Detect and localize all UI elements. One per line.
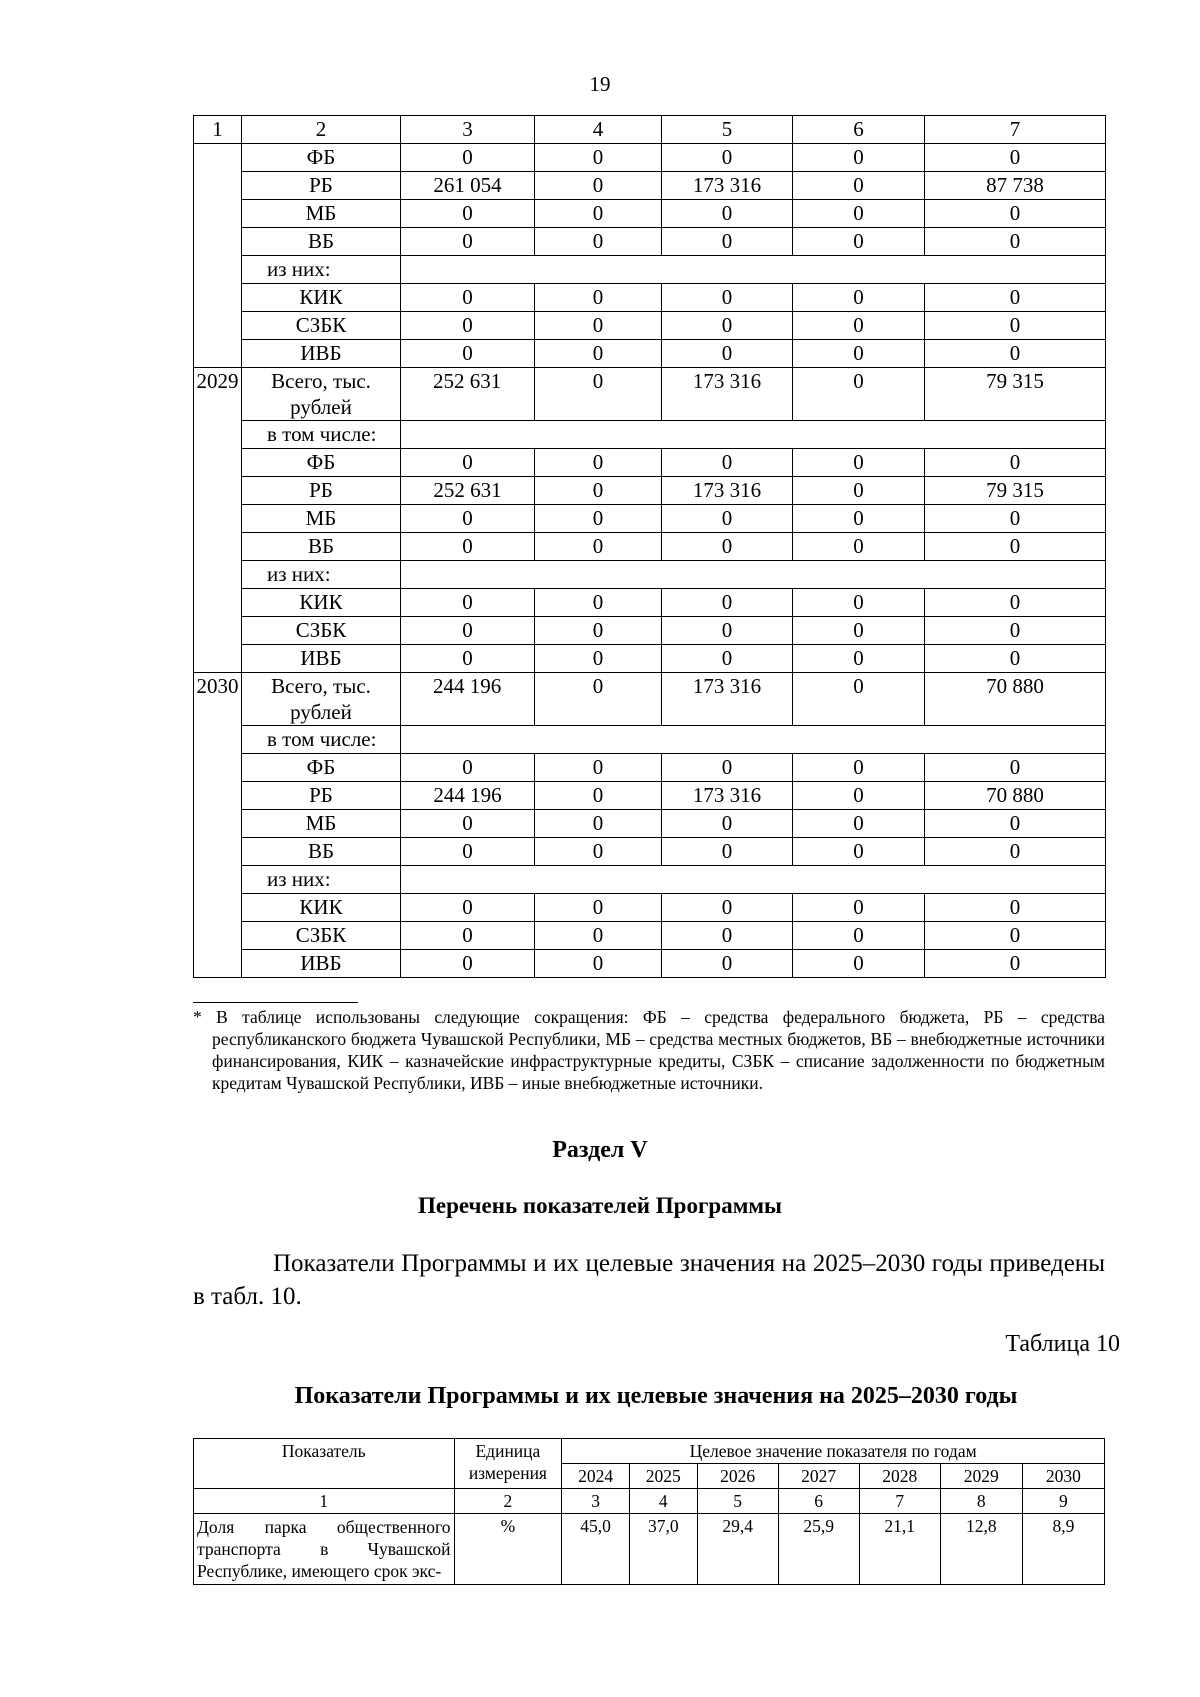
- row-label: из них:: [242, 256, 401, 284]
- year-cell: [194, 340, 242, 368]
- column-number: 2: [454, 1489, 562, 1514]
- cell-value: 0: [535, 312, 662, 340]
- year-cell: [194, 228, 242, 256]
- cell-value: 0: [401, 645, 535, 673]
- row-label: ФБ: [242, 144, 401, 172]
- target-value: 29,4: [697, 1514, 778, 1585]
- cell-value: 0: [925, 449, 1106, 477]
- cell-value: 0: [535, 782, 662, 810]
- row-label: ФБ: [242, 754, 401, 782]
- column-number-1: 1: [194, 116, 242, 144]
- cell-value: 0: [401, 922, 535, 950]
- financing-table: [193, 115, 1106, 978]
- cell-value: 0: [535, 505, 662, 533]
- cell-value: 0: [401, 838, 535, 866]
- cell-value: 0: [793, 477, 925, 505]
- year-cell: [194, 284, 242, 312]
- empty-span: [401, 866, 1106, 894]
- cell-value: 0: [401, 754, 535, 782]
- target-value: 25,9: [778, 1514, 859, 1585]
- cell-value: 0: [401, 505, 535, 533]
- row-label: в том числе:: [242, 726, 401, 754]
- cell-value: 0: [925, 645, 1106, 673]
- section-paragraph: Показатели Программы и их целевые значения на 2025–2030 годы приведены в табл. 10.: [193, 1250, 1105, 1310]
- cell-value: 0: [925, 144, 1106, 172]
- cell-value: 0: [535, 589, 662, 617]
- cell-value: 79 315: [925, 368, 1106, 421]
- year-cell: [194, 449, 242, 477]
- column-number: 7: [859, 1489, 940, 1514]
- empty-span: [401, 256, 1106, 284]
- cell-value: 0: [662, 754, 793, 782]
- row-label: МБ: [242, 200, 401, 228]
- row-label: в том числе:: [242, 421, 401, 449]
- column-number: 6: [778, 1489, 859, 1514]
- cell-value: 0: [662, 144, 793, 172]
- head-indicator: Показатель: [194, 1439, 455, 1489]
- row-label: из них:: [242, 561, 401, 589]
- cell-value: 79 315: [925, 477, 1106, 505]
- footnote: [193, 1006, 1105, 1094]
- year-header: 2028: [859, 1464, 940, 1489]
- column-number-4: 4: [535, 116, 662, 144]
- cell-value: 70 880: [925, 673, 1106, 726]
- column-number: 4: [629, 1489, 697, 1514]
- year-cell: [194, 894, 242, 922]
- cell-value: 0: [793, 950, 925, 978]
- row-label: ВБ: [242, 228, 401, 256]
- year-cell: [194, 256, 242, 284]
- head-unit: Единица измерения: [454, 1439, 562, 1489]
- cell-value: 0: [662, 810, 793, 838]
- cell-value: 70 880: [925, 782, 1106, 810]
- cell-value: 173 316: [662, 368, 793, 421]
- cell-value: 0: [662, 894, 793, 922]
- row-label: ИВБ: [242, 950, 401, 978]
- cell-value: 0: [662, 922, 793, 950]
- year-cell: [194, 950, 242, 978]
- cell-value: 0: [662, 589, 793, 617]
- row-label: Всего, тыс. рублей: [242, 673, 401, 726]
- column-number: 8: [940, 1489, 1022, 1514]
- cell-value: 0: [662, 505, 793, 533]
- cell-value: 0: [793, 144, 925, 172]
- cell-value: 0: [925, 284, 1106, 312]
- year-cell: [194, 645, 242, 673]
- cell-value: 0: [535, 838, 662, 866]
- empty-span: [401, 726, 1106, 754]
- indicators-table: [193, 1438, 1105, 1585]
- column-number: 9: [1022, 1489, 1104, 1514]
- cell-value: 0: [401, 144, 535, 172]
- year-header: 2027: [778, 1464, 859, 1489]
- year-cell: [194, 810, 242, 838]
- target-value: 8,9: [1022, 1514, 1104, 1585]
- cell-value: 0: [535, 617, 662, 645]
- cell-value: 0: [662, 200, 793, 228]
- cell-value: 0: [401, 228, 535, 256]
- cell-value: 0: [662, 284, 793, 312]
- cell-value: 0: [662, 340, 793, 368]
- cell-value: 0: [401, 312, 535, 340]
- cell-value: 0: [662, 228, 793, 256]
- row-label: СЗБК: [242, 617, 401, 645]
- cell-value: 0: [925, 589, 1106, 617]
- row-label: ВБ: [242, 838, 401, 866]
- cell-value: 0: [401, 449, 535, 477]
- year-cell: [194, 533, 242, 561]
- cell-value: 0: [925, 312, 1106, 340]
- year-header: 2024: [562, 1464, 630, 1489]
- cell-value: 0: [925, 533, 1106, 561]
- year-cell: [194, 421, 242, 449]
- cell-value: 173 316: [662, 172, 793, 200]
- row-label: из них:: [242, 866, 401, 894]
- row-label: КИК: [242, 589, 401, 617]
- row-label: СЗБК: [242, 922, 401, 950]
- cell-value: 0: [535, 172, 662, 200]
- year-cell: [194, 754, 242, 782]
- cell-value: 0: [793, 505, 925, 533]
- cell-value: 0: [401, 617, 535, 645]
- year-cell: [194, 172, 242, 200]
- cell-value: 0: [793, 284, 925, 312]
- footnote-rule: [193, 1002, 358, 1003]
- cell-value: 0: [793, 172, 925, 200]
- column-number-3: 3: [401, 116, 535, 144]
- row-label: ВБ: [242, 533, 401, 561]
- row-label: КИК: [242, 894, 401, 922]
- section-title: Раздел V: [552, 1137, 648, 1163]
- cell-value: 0: [793, 645, 925, 673]
- cell-value: 0: [535, 340, 662, 368]
- cell-value: 0: [535, 754, 662, 782]
- cell-value: 0: [662, 950, 793, 978]
- cell-value: 173 316: [662, 477, 793, 505]
- cell-value: 0: [793, 673, 925, 726]
- empty-span: [401, 561, 1106, 589]
- cell-value: 0: [535, 810, 662, 838]
- year-cell: [194, 561, 242, 589]
- cell-value: 0: [535, 477, 662, 505]
- cell-value: 244 196: [401, 673, 535, 726]
- year-header: 2026: [697, 1464, 778, 1489]
- cell-value: 0: [925, 340, 1106, 368]
- cell-value: 0: [793, 200, 925, 228]
- cell-value: 0: [925, 200, 1106, 228]
- cell-value: 0: [925, 922, 1106, 950]
- cell-value: 0: [925, 617, 1106, 645]
- target-value: 12,8: [940, 1514, 1022, 1585]
- year-cell: 2030: [194, 673, 242, 726]
- cell-value: 0: [401, 589, 535, 617]
- cell-value: 0: [401, 284, 535, 312]
- cell-value: 0: [793, 894, 925, 922]
- cell-value: 0: [535, 645, 662, 673]
- cell-value: 0: [401, 810, 535, 838]
- cell-value: 0: [793, 810, 925, 838]
- row-label: ИВБ: [242, 340, 401, 368]
- head-target: Целевое значение показателя по годам: [562, 1439, 1105, 1464]
- section-subtitle: Перечень показателей Программы: [417, 1193, 782, 1218]
- row-label: РБ: [242, 782, 401, 810]
- cell-value: 0: [401, 533, 535, 561]
- cell-value: 0: [535, 950, 662, 978]
- cell-value: 0: [662, 838, 793, 866]
- table-number-label: Таблица 10: [1005, 1331, 1120, 1357]
- column-number-2: 2: [242, 116, 401, 144]
- table-title-text: Показатели Программы и их целевые значения на 2025–2030 годы: [294, 1383, 1018, 1409]
- cell-value: 0: [793, 228, 925, 256]
- row-label: КИК: [242, 284, 401, 312]
- cell-value: 0: [662, 533, 793, 561]
- cell-value: 0: [662, 312, 793, 340]
- cell-value: 0: [401, 200, 535, 228]
- year-header: 2029: [940, 1464, 1022, 1489]
- cell-value: 0: [793, 589, 925, 617]
- target-value: 45,0: [562, 1514, 630, 1585]
- cell-value: 0: [535, 894, 662, 922]
- year-header: 2030: [1022, 1464, 1104, 1489]
- empty-span: [401, 421, 1106, 449]
- year-cell: [194, 477, 242, 505]
- cell-value: 0: [662, 645, 793, 673]
- cell-value: 0: [535, 533, 662, 561]
- cell-value: 0: [662, 617, 793, 645]
- cell-value: 0: [925, 228, 1106, 256]
- year-header: 2025: [629, 1464, 697, 1489]
- year-cell: [194, 312, 242, 340]
- cell-value: 244 196: [401, 782, 535, 810]
- footnote-text: * В таблице использованы следующие сокращения: ФБ – средства федерального бюджета, РБ – средства республиканского бюджета Чувашской Республики, МБ – средства местных бюджетов, ВБ – внебюджетные источники финансирования, КИК – казначейские инфраструктурные кредиты, СЗБК – списание задолженности по бюджетным кредитам Чувашской Республики, ИВБ – иные внебюджетные источники.: [193, 1007, 1105, 1093]
- cell-value: 0: [793, 449, 925, 477]
- year-cell: [194, 589, 242, 617]
- row-label: МБ: [242, 505, 401, 533]
- cell-value: 0: [401, 894, 535, 922]
- year-cell: [194, 922, 242, 950]
- cell-value: 261 054: [401, 172, 535, 200]
- cell-value: 0: [793, 782, 925, 810]
- cell-value: 0: [925, 950, 1106, 978]
- cell-value: 0: [925, 505, 1106, 533]
- cell-value: 0: [793, 340, 925, 368]
- row-label: РБ: [242, 172, 401, 200]
- cell-value: 87 738: [925, 172, 1106, 200]
- cell-value: 0: [793, 922, 925, 950]
- year-cell: [194, 782, 242, 810]
- table-title: [0, 1383, 1200, 1410]
- row-label: ИВБ: [242, 645, 401, 673]
- column-number: 3: [562, 1489, 630, 1514]
- cell-value: 0: [535, 144, 662, 172]
- row-label: МБ: [242, 810, 401, 838]
- year-cell: [194, 617, 242, 645]
- cell-value: 0: [925, 838, 1106, 866]
- cell-value: 0: [793, 312, 925, 340]
- cell-value: 0: [793, 617, 925, 645]
- cell-value: 0: [535, 922, 662, 950]
- year-cell: [194, 505, 242, 533]
- target-value: 37,0: [629, 1514, 697, 1585]
- column-number-6: 6: [793, 116, 925, 144]
- year-cell: [194, 726, 242, 754]
- column-number-5: 5: [662, 116, 793, 144]
- cell-value: 0: [535, 449, 662, 477]
- cell-value: 0: [401, 950, 535, 978]
- column-number: 1: [194, 1489, 455, 1514]
- column-number-7: 7: [925, 116, 1106, 144]
- cell-value: 0: [535, 673, 662, 726]
- cell-value: 0: [793, 533, 925, 561]
- cell-value: 173 316: [662, 673, 793, 726]
- year-cell: [194, 200, 242, 228]
- cell-value: 0: [793, 838, 925, 866]
- cell-value: 252 631: [401, 477, 535, 505]
- cell-value: 173 316: [662, 782, 793, 810]
- cell-value: 0: [535, 368, 662, 421]
- cell-value: 0: [662, 449, 793, 477]
- cell-value: 0: [535, 200, 662, 228]
- year-cell: 2029: [194, 368, 242, 421]
- column-number: 5: [697, 1489, 778, 1514]
- year-cell: [194, 838, 242, 866]
- row-label: СЗБК: [242, 312, 401, 340]
- cell-value: 0: [401, 340, 535, 368]
- cell-value: 0: [793, 368, 925, 421]
- cell-value: 0: [925, 754, 1106, 782]
- cell-value: 0: [535, 284, 662, 312]
- cell-value: 252 631: [401, 368, 535, 421]
- cell-value: 0: [925, 894, 1106, 922]
- cell-value: 0: [925, 810, 1106, 838]
- indicator-name: Доля парка общественного транспорта в Чувашской Республике, имеющего срок экс-: [194, 1514, 455, 1585]
- page-number: 19: [589, 72, 611, 96]
- cell-value: 0: [535, 228, 662, 256]
- row-label: Всего, тыс. рублей: [242, 368, 401, 421]
- row-label: ФБ: [242, 449, 401, 477]
- target-value: 21,1: [859, 1514, 940, 1585]
- indicator-unit: %: [454, 1514, 562, 1585]
- year-cell: [194, 144, 242, 172]
- cell-value: 0: [793, 754, 925, 782]
- year-cell: [194, 866, 242, 894]
- row-label: РБ: [242, 477, 401, 505]
